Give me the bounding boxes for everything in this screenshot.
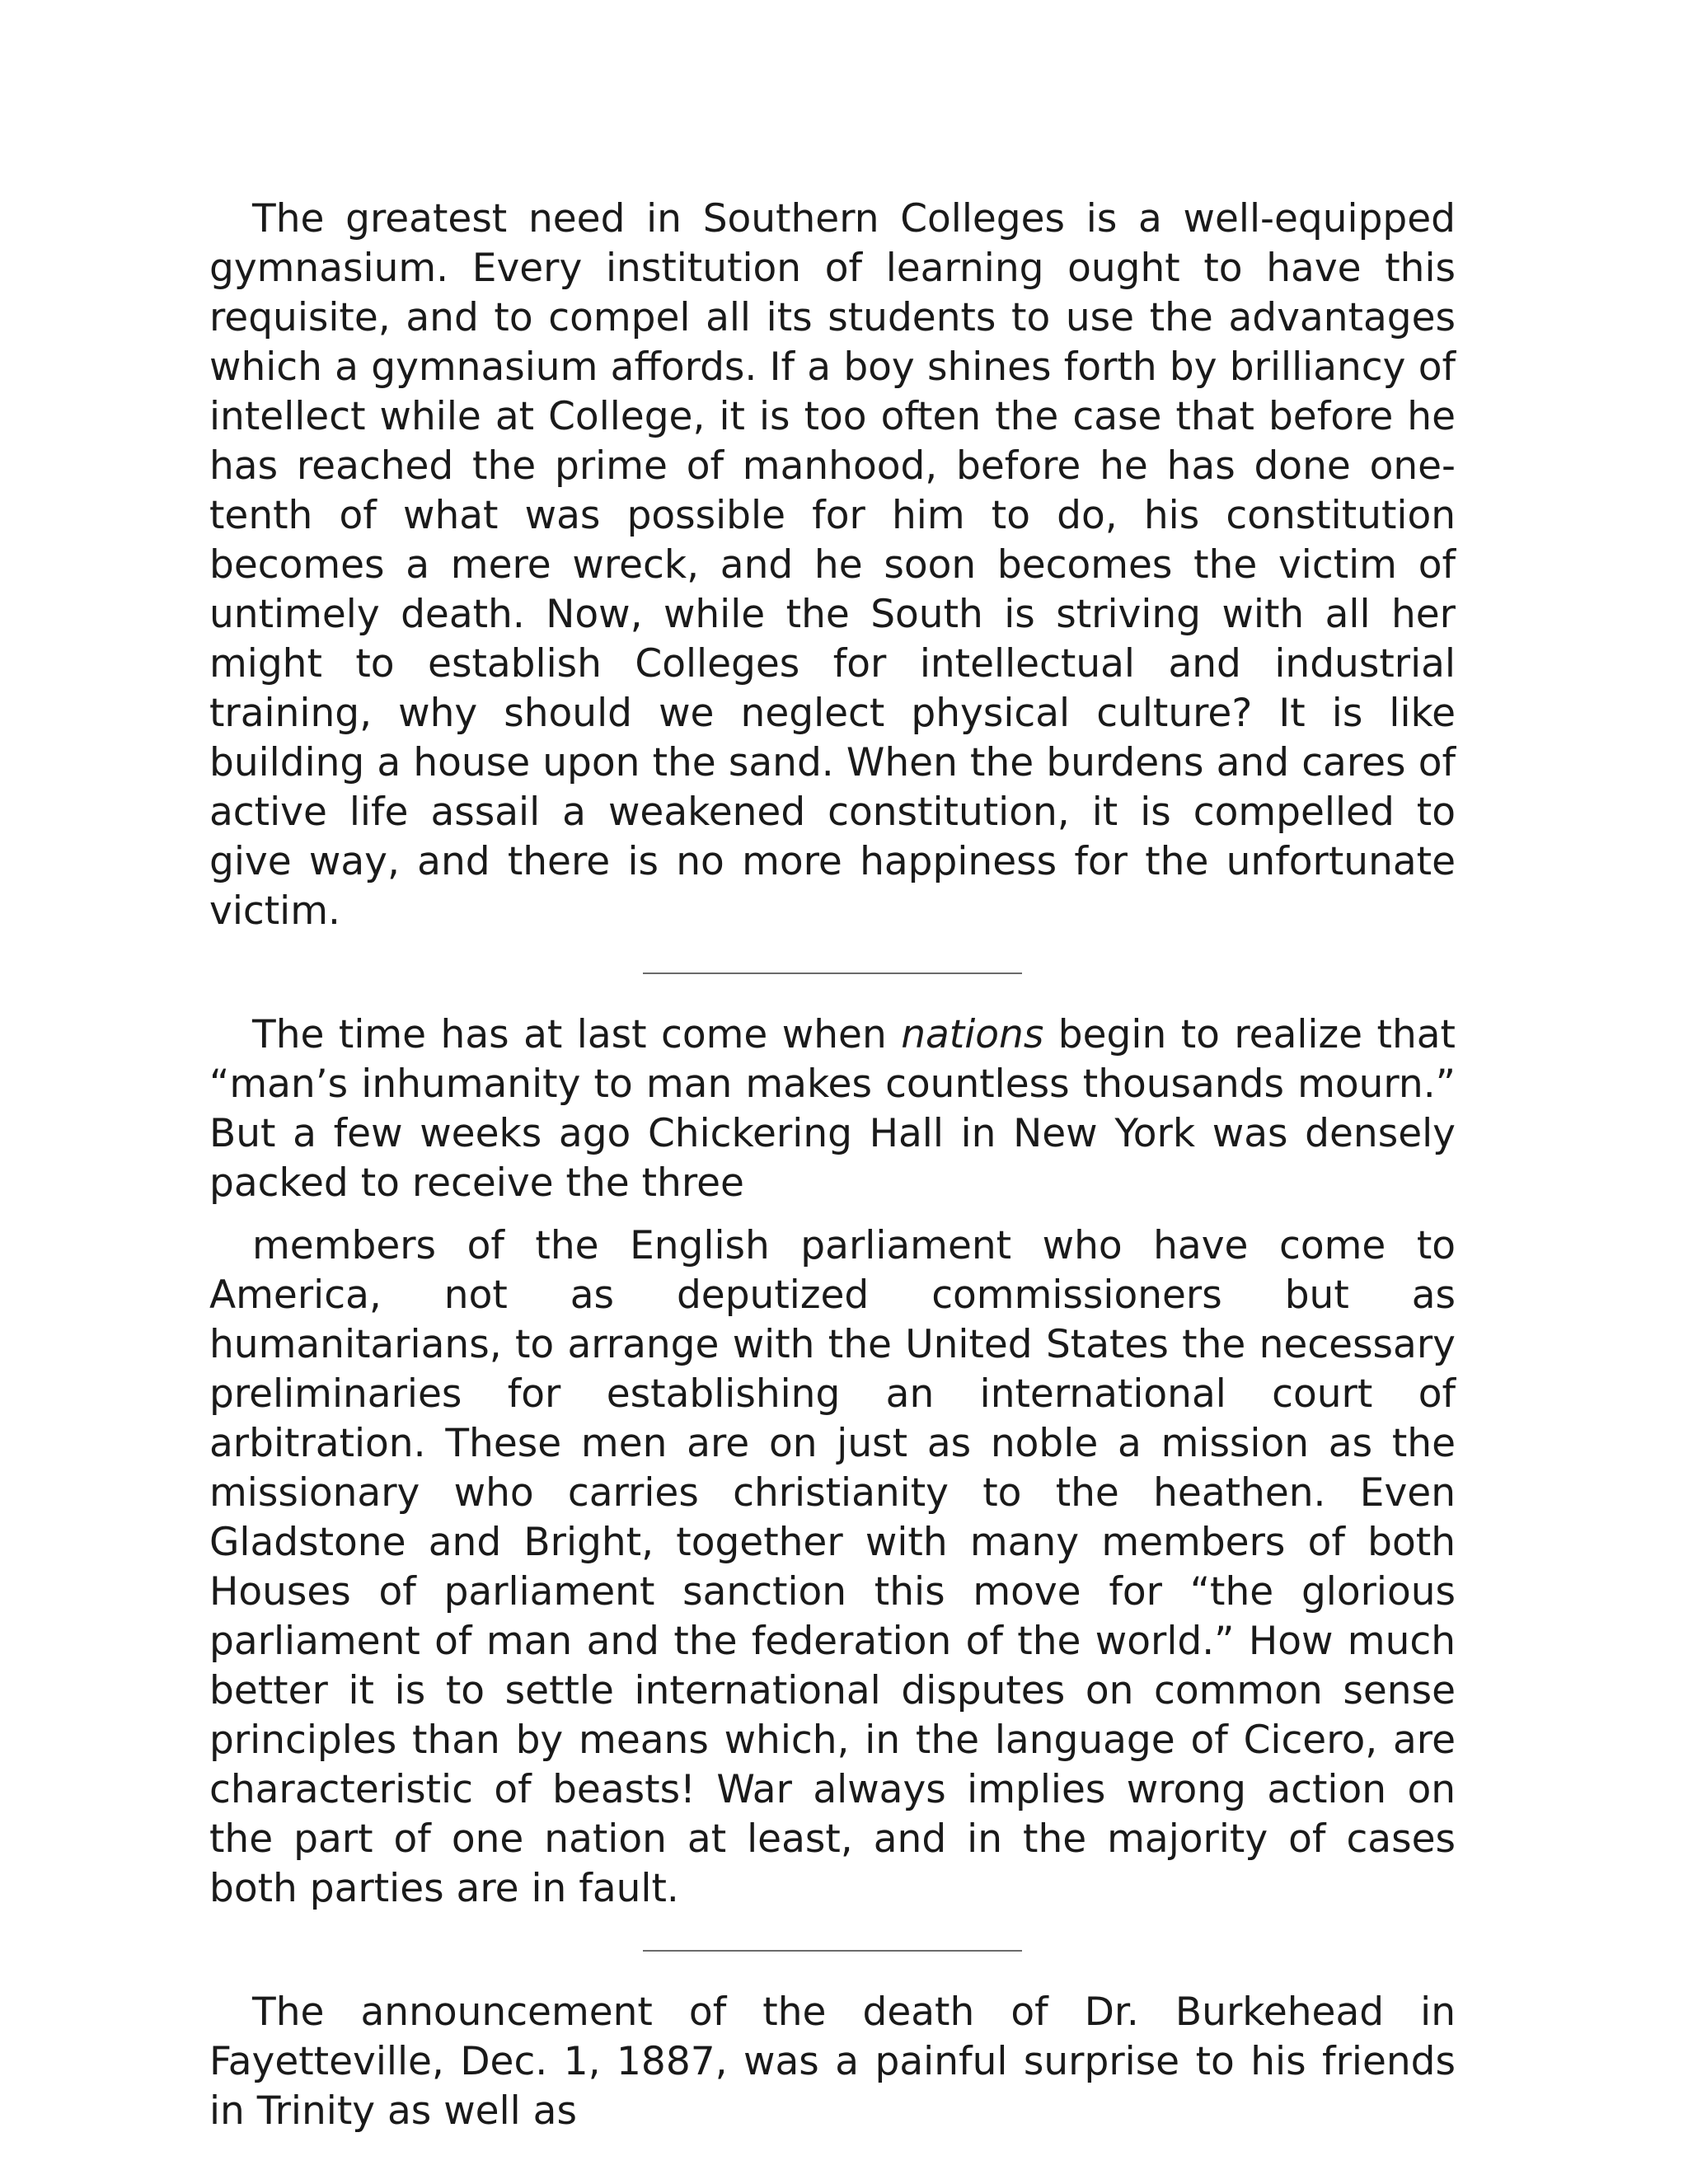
document-page bbox=[209, 194, 1456, 2136]
paragraph-arbitration-continued: members of the English parliament who have come to America, not as deputized commissioners but as humanitarians, to arrange with the United States the necessary preliminaries for establishing an international court of arbitration. These men are on just as noble a mission as the missionary who carries christianity to the heathen. Even Gladstone and Bright, together with many members of both Houses of parliament sanction this move for “the glorious parliament of man and the federation of the world.” How much better it is to settle international disputes on common sense principles than by means which, in the language of Cicero, are characteristic of beasts! War always implies wrong action on the part of one nation at least, and in the majority of cases both parties are in fault. bbox=[209, 1223, 1456, 1911]
section-divider bbox=[643, 1950, 1022, 1952]
section-divider bbox=[643, 972, 1022, 974]
paragraph-arbitration-intro bbox=[209, 1010, 1456, 1208]
paragraph-gymnasium: The greatest need in Southern Colleges is a well-equipped gymnasium. Every institution of learning ought to have this requisite, and to compel all its students to use the advantages which a gymnasium affords. If a boy shines forth by brilliancy of intellect while at College, it is too often the case that before he has reached the prime of manhood, before he has done one-tenth of what was possible for him to do, his constitution becomes a mere wreck, and he soon becomes the victim of untimely death. Now, while the South is striving with all her might to establish Colleges for intellectual and industrial training, why should we neglect physical culture? It is like building a house upon the sand. When the burdens and cares of active life assail a weakened constitution, it is compelled to give way, and there is no more happiness for the unfortunate victim. bbox=[209, 196, 1456, 934]
paragraph-text: The time has at last come when bbox=[252, 1012, 902, 1057]
paragraph-burkehead: The announcement of the death of Dr. Burkehead in Fayetteville, Dec. 1, 1887, was a painful surprise to his friends in Trinity as well as bbox=[209, 1990, 1456, 2134]
italic-word: nations bbox=[901, 1012, 1044, 1057]
paragraph-text: begin to realize that “man’s inhumanity to man makes countless thousands mourn.” But a few weeks ago Chickering Hall in New York was densely packed to receive the three bbox=[209, 1012, 1456, 1206]
